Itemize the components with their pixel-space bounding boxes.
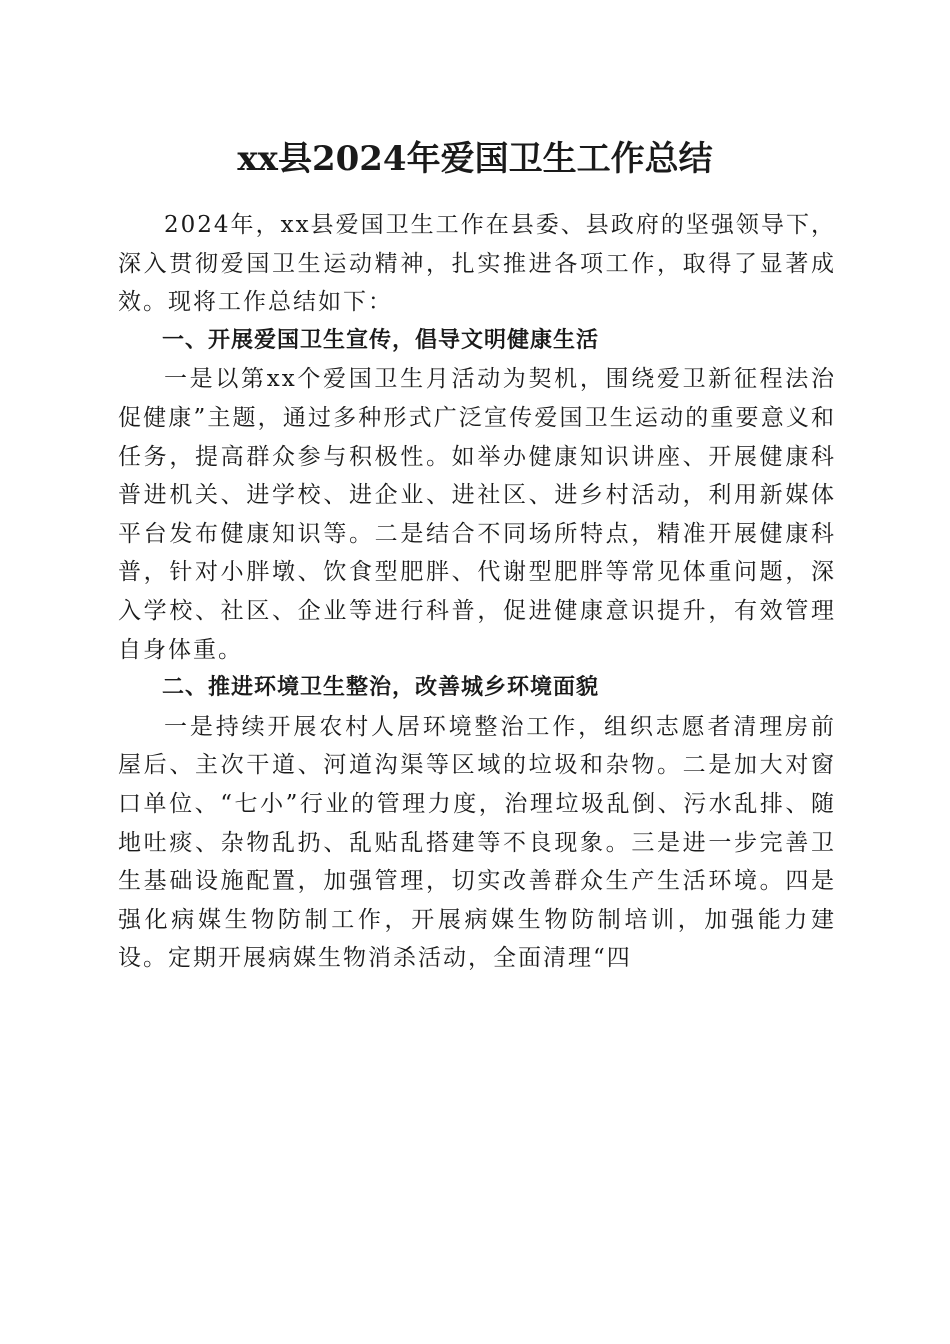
section-2-paragraph: 一是持续开展农村人居环境整治工作，组织志愿者清理房前屋后、主次干道、河道沟渠等区域的垃圾和杂物。二是加大对窗口单位、“七小”行业的管理力度，治理垃圾乱倒、污水乱排、随地吐痰、杂物乱扔、乱贴乱搭建等不良现象。三是进一步完善卫生基础设施配置，加强管理，切实改善群众生产生活环境。四是强化病媒生物防制工作，开展病媒生物防制培训，加强能力建设。定期开展病媒生物消杀活动，全面清理“四 bbox=[118, 713, 836, 972]
document-body bbox=[118, 206, 836, 978]
document-title: xx县2024年爱国卫生工作总结 bbox=[237, 139, 713, 179]
intro-paragraph: 2024年，xx县爱国卫生工作在县委、县政府的坚强领导下，深入贯彻爱国卫生运动精神，扎实推进各项工作，取得了显著成效。现将工作总结如下： bbox=[118, 212, 836, 316]
section-2-heading: 二、推进环境卫生整治，改善城乡环境面貌 bbox=[162, 675, 600, 701]
section-1-paragraph: 一是以第xx个爱国卫生月活动为契机，围绕爱卫新征程法治促健康”主题，通过多种形式广泛宣传爱国卫生运动的重要意义和任务，提高群众参与积极性。如举办健康知识讲座、开展健康科普进机关、进学校、进企业、进社区、进乡村活动，利用新媒体平台发布健康知识等。二是结合不同场所特点，精准开展健康科普，针对小胖墩、饮食型肥胖、代谢型肥胖等常见体重问题，深入学校、社区、企业等进行科普，促进健康意识提升，有效管理自身体重。 bbox=[118, 366, 836, 663]
section-1-heading: 一、开展爱国卫生宣传，倡导文明健康生活 bbox=[162, 327, 600, 353]
